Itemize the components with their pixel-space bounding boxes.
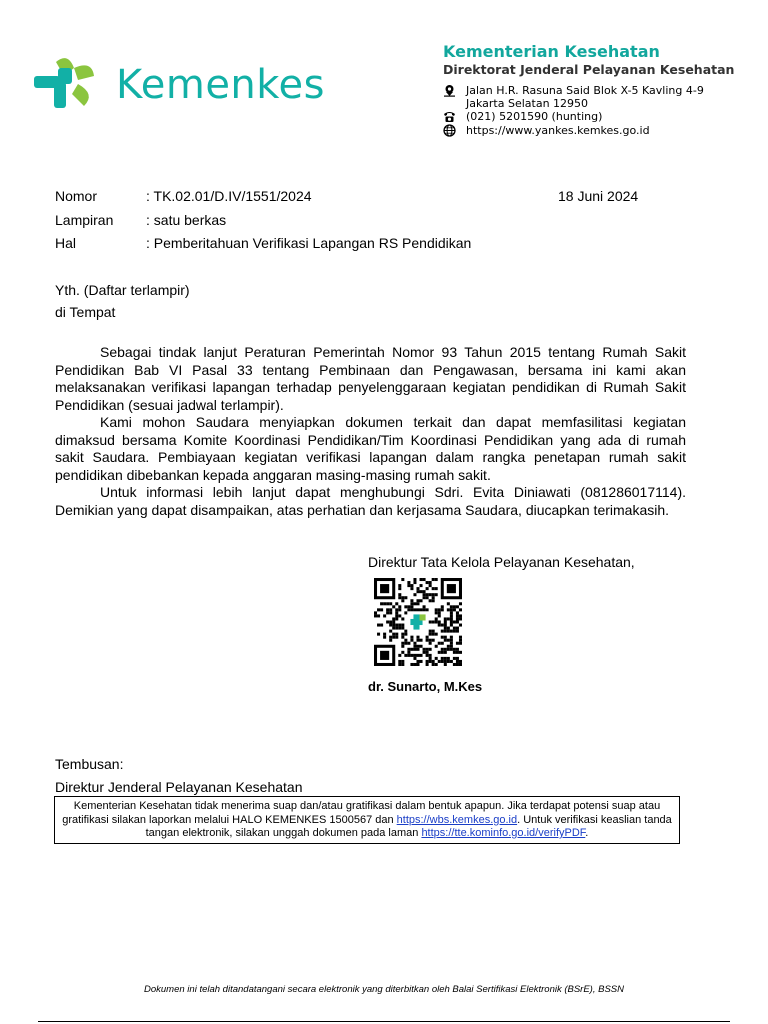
paragraph-2: Kami mohon Saudara menyiapkan dokumen terkait dan dapat memfasilitasi kegiatan dimaksud bersama Komite Koordinasi Pendidikan/Tim Koordinasi Pendidikan yang ada di rumah sakit Saudara. Pembiayaan kegiatan verifikasi lapangan dalam rangka penetapan rumah sakit pendidikan dibebankan kepada anggaran masing-masing rumah sakit.: [55, 414, 686, 483]
cc-item: Direktur Jenderal Pelayanan Kesehatan: [55, 779, 303, 795]
paragraph-1: Sebagai tindak lanjut Peraturan Pemerintah Nomor 93 Tahun 2015 tentang Rumah Sakit Pendidikan Bab VI Pasal 33 tentang Pembinaan dan Pengawasan, bersama ini kami akan melaksanakan verifikasi lapangan terhadap penyelenggaraan kegiatan pendidikan di Rumah Sakit Pendidikan (sesuai jadwal terlampir).: [55, 344, 686, 413]
globe-icon: [443, 124, 456, 137]
letter-body: [55, 344, 686, 519]
verify-pdf-link[interactable]: https://tte.kominfo.go.id/verifyPDF: [421, 827, 586, 839]
lampiran-label: Lampiran: [55, 212, 114, 228]
phone-line: (021) 5201590 (hunting): [443, 110, 602, 123]
paragraph-3: Untuk informasi lebih lanjut dapat menghubungi Sdri. Evita Diniawati (081286017114). Demikian yang dapat disampaikan, atas perhatian dan kerjasama Saudara, diucapkan terimakasih.: [55, 484, 686, 518]
qr-code-icon: [374, 578, 462, 666]
recipient-line2: di Tempat: [55, 304, 116, 320]
lampiran-value: : satu berkas: [146, 212, 227, 228]
brand-name: Kemenkes: [116, 62, 325, 108]
cc-label: Tembusan:: [55, 756, 124, 772]
address-line1: Jalan H.R. Rasuna Said Blok X-5 Kavling 4-9: [443, 84, 704, 97]
ministry-name: Kementerian Kesehatan: [443, 42, 660, 61]
e-signature-footer: Dokumen ini telah ditandatangani secara elektronik yang diterbitkan oleh Balai Sertifikasi Elektronik (BSrE), BSSN: [144, 984, 624, 995]
signatory-name: dr. Sunarto, M.Kes: [368, 679, 483, 694]
directorate-name: Direktorat Jenderal Pelayanan Kesehatan: [443, 62, 735, 77]
wbs-link[interactable]: https://wbs.kemkes.go.id: [396, 813, 518, 826]
hal-value: : Pemberitahuan Verifikasi Lapangan RS Pendidikan: [146, 235, 472, 251]
hal-label: Hal: [55, 235, 77, 251]
location-icon: [443, 84, 456, 97]
anti-gratification-notice: Kementerian Kesehatan tidak menerima suap dan/atau gratifikasi dalam bentuk apapun. Jika terdapat potensi suap atau gratifikasi silakan laporkan melalui HALO KEMENKES 1500567 dan https://wbs.kemkes.go.id. Untuk verifikasi keaslian tanda tangan elektronik, silakan unggah dokumen pada laman https://tte.kominfo.go.id/verifyPDF.: [54, 796, 680, 844]
footer-divider: [38, 1021, 730, 1022]
kemenkes-logo-icon: [34, 54, 102, 110]
phone-icon: [443, 110, 456, 123]
nomor-value: : TK.02.01/D.IV/1551/2024: [146, 188, 312, 204]
address-line2: Jakarta Selatan 12950: [466, 97, 589, 110]
recipient-line1: Yth. (Daftar terlampir): [55, 282, 190, 298]
signatory-title: Direktur Tata Kelola Pelayanan Kesehatan,: [368, 554, 635, 570]
website-line: https://www.yankes.kemkes.go.id: [443, 124, 650, 137]
letter-date: 18 Juni 2024: [558, 188, 639, 204]
nomor-label: Nomor: [55, 188, 98, 204]
